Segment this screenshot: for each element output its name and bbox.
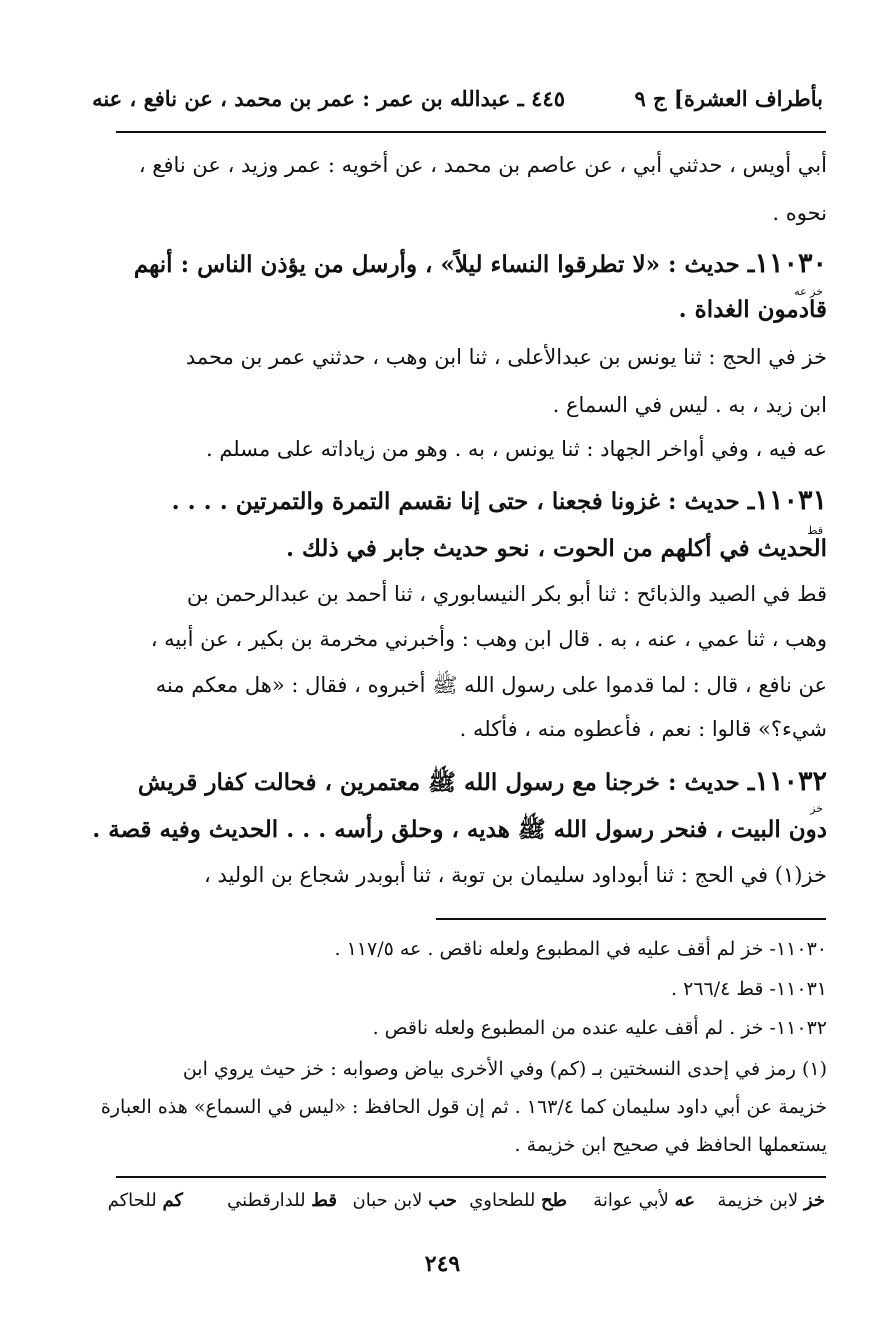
symbol-name: لأبي عوانة: [593, 1190, 669, 1211]
text-line: وهب ، ثنا عمي ، عنه ، به . قال ابن وهب : وأخبرني مخرمة بن بكير ، عن أبيه ،: [150, 627, 827, 651]
hadith-text: الحديث في أكلهم من الحوت ، نحو حديث جابر في ذلك .: [286, 535, 827, 562]
running-header-chapter: ٤٤٥ ـ عبدالله بن عمر : عمر بن محمد ، عن نافع ، عنه: [92, 86, 565, 111]
symbol-code: قط: [311, 1190, 337, 1211]
text-line: شيء؟» قالوا : نعم ، فأعطوه منه ، فأكله .: [459, 717, 827, 741]
source-symbol: خز عه: [794, 285, 823, 298]
hadith-heading-11032: [117, 766, 827, 802]
running-header-volume: بأطراف العشرة] ج ٩: [634, 86, 823, 111]
text-line: ابن زيد ، به . ليس في السماع .: [552, 393, 827, 417]
text-line: خز(١) في الحج : ثنا أبوداود سليمان بن توبة ، ثنا أبوبدر شجاع بن الوليد ،: [203, 863, 827, 887]
hadith-number: ١١٠٣٢: [754, 766, 827, 797]
symbol-code: طح: [541, 1190, 567, 1211]
hadith-text: قادمون الغداة .: [678, 296, 827, 323]
symbol-name: للحاكم: [107, 1190, 157, 1211]
hadith-text: ـ حديث : «لا تطرقوا النساء ليلاً» ، وأرسل من يؤذن الناس : أنهم: [133, 251, 755, 278]
symbol-key-item: [469, 1190, 567, 1211]
footnote-1-cont: خزيمة عن أبي داود سليمان كما ١٦٣/٤ . ثم إن قول الحافظ : «ليس في السماع» هذه العبارة: [100, 1096, 827, 1118]
symbol-name: لابن حبان: [352, 1190, 423, 1211]
symbol-name: للطحاوي: [469, 1190, 536, 1211]
key-rule: [116, 1176, 826, 1178]
symbol-key-item: [227, 1190, 337, 1211]
symbol-key-item: [593, 1190, 695, 1211]
symbol-key-item: [352, 1190, 457, 1211]
source-symbol: قط: [807, 524, 823, 537]
text-line: عن نافع ، قال : لما قدموا على رسول الله ﷺ أخبروه ، فقال : «هل معكم منه: [155, 673, 827, 697]
hadith-text: ـ حديث : خرجنا مع رسول الله ﷺ معتمرين ، فحالت كفار قريش: [137, 769, 755, 796]
text-line: خز في الحج : ثنا يونس بن عبدالأعلى ، ثنا ابن وهب ، حدثني عمر بن محمد: [185, 345, 827, 369]
page-number: ٢٤٩: [424, 1251, 461, 1277]
footnote-11031: ١١٠٣١- قط ٢٦٦/٤ .: [671, 978, 827, 1000]
hadith-number: ١١٠٣٠: [754, 248, 827, 279]
symbol-code: كم: [162, 1190, 183, 1211]
symbol-name: للدارقطني: [227, 1190, 306, 1211]
hadith-number: ١١٠٣١: [754, 485, 827, 516]
footnote-1-cont: يستعملها الحافظ في صحيح ابن خزيمة .: [514, 1134, 827, 1156]
footnote-11030: ١١٠٣٠- خز لم أقف عليه في المطبوع ولعله ناقص . عه ١١٧/٥ .: [334, 938, 827, 960]
hadith-heading-11031: [117, 485, 827, 516]
symbol-code: حب: [428, 1190, 457, 1211]
footnote-11032: ١١٠٣٢- خز . لم أقف عليه عنده من المطبوع ولعله ناقص .: [372, 1017, 827, 1039]
hadith-heading-11030: [117, 248, 827, 279]
symbol-key-item: [717, 1190, 825, 1211]
symbol-key-item: [108, 1190, 183, 1211]
text-line: عه فيه ، وفي أواخر الجهاد : ثنا يونس ، به . وهو من زياداته على مسلم .: [205, 437, 827, 461]
source-symbol: خز: [810, 802, 823, 815]
text-line: أبي أويس ، حدثني أبي ، عن عاصم بن محمد ، عن أخويه : عمر وزيد ، عن نافع ،: [138, 153, 827, 177]
symbol-name: لابن خزيمة: [717, 1190, 799, 1211]
symbol-code: عه: [674, 1190, 695, 1211]
text-line: نحوه .: [772, 201, 827, 225]
header-rule: [116, 131, 826, 133]
hadith-text: دون البيت ، فنحر رسول الله ﷺ هديه ، وحلق رأسه . . . الحديث وفيه قصة .: [92, 816, 827, 843]
hadith-text: ـ حديث : غزونا فجعنا ، حتى إنا نقسم التمرة والتمرتين . . . .: [171, 488, 755, 515]
symbol-code: خز: [803, 1190, 825, 1211]
text-line: قط في الصيد والذبائح : ثنا أبو بكر النيسابوري ، ثنا أحمد بن عبدالرحمن بن: [186, 582, 827, 606]
footnote-1: (١) رمز في إحدى النسختين بـ (كم) وفي الأخرى بياض وصوابه : خز حيث يروي ابن: [182, 1058, 827, 1080]
footnote-rule: [436, 918, 826, 920]
